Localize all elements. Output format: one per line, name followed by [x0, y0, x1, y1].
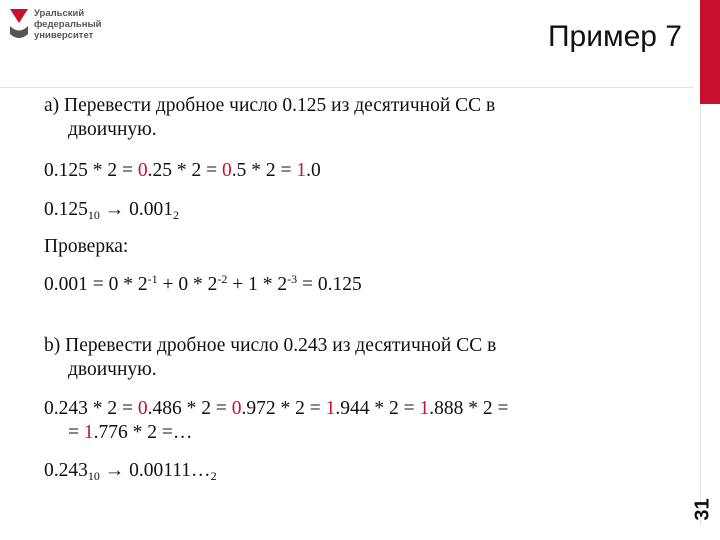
- arrow-icon: →: [104, 460, 125, 481]
- result-b: [44, 459, 217, 483]
- check-exponent: -2: [217, 272, 228, 286]
- calc-a-digit: 1: [296, 160, 307, 181]
- calc-a-text: .25 * 2 =: [147, 160, 222, 181]
- calc-b-text: .776 * 2 =…: [93, 422, 193, 443]
- calc-b-text: .972 * 2 =: [241, 398, 326, 419]
- result-a-base-to: 2: [173, 208, 179, 222]
- calc-b-digit: 0: [231, 398, 242, 419]
- calc-b-text: 0.243 * 2 =: [44, 398, 138, 419]
- result-a: [44, 198, 179, 222]
- calc-a: [44, 159, 321, 183]
- calc-a-digit: 0: [137, 160, 148, 181]
- calc-b-text: .486 * 2 =: [147, 398, 232, 419]
- logo-line-3: университет: [34, 30, 94, 41]
- calc-a-digit: 0: [222, 160, 232, 181]
- side-divider: [700, 104, 701, 526]
- check-text: + 0 * 2: [157, 274, 218, 295]
- result-a-target: 0.001: [124, 199, 173, 220]
- check-label: Проверка:: [44, 236, 129, 257]
- logo-line-2: федеральный: [34, 19, 102, 30]
- university-logo: [8, 6, 138, 50]
- calc-a-text: .5 * 2 =: [231, 160, 297, 181]
- result-b-base-from: 10: [87, 469, 100, 483]
- check-text: = 0.125: [297, 274, 362, 295]
- result-a-value: 0.125: [44, 199, 88, 220]
- slide-title: Пример 7: [547, 20, 682, 53]
- result-b-target: 0.00111…: [124, 460, 211, 481]
- calc-b-line-1: [44, 397, 509, 421]
- task-b-line-1: b) Перевести дробное число 0.243 из десятичной СС в: [44, 335, 497, 356]
- check-exponent: -3: [287, 272, 298, 286]
- task-b-line-2: двоичную.: [68, 359, 157, 380]
- ural-federal-university-logo-icon: [8, 6, 32, 42]
- result-b-base-to: 2: [210, 469, 217, 483]
- calc-a-text: .0: [306, 160, 321, 181]
- check-exponent: -1: [147, 272, 158, 286]
- check-text: 0.001 = 0 * 2: [44, 274, 148, 295]
- task-a-line-1: a) Перевести дробное число 0.125 из десятичной СС в: [44, 95, 496, 116]
- result-b-value: 0.243: [44, 460, 88, 481]
- calc-b-digit: 0: [137, 398, 148, 419]
- calc-b-text: .888 * 2 =: [429, 398, 509, 419]
- accent-side-bar: [700, 0, 720, 104]
- calc-b-digit: 1: [419, 398, 430, 419]
- title-divider: [0, 87, 694, 88]
- logo-text: [34, 8, 101, 41]
- calc-a-text: 0.125 * 2 =: [44, 160, 138, 181]
- calc-b-line-2: [68, 421, 192, 445]
- calc-b-text: =: [68, 422, 84, 443]
- task-a-line-2: двоичную.: [68, 119, 157, 140]
- arrow-icon: →: [104, 199, 125, 220]
- result-a-base-from: 10: [87, 208, 100, 222]
- check-text: + 1 * 2: [227, 274, 288, 295]
- calc-b-text: .944 * 2 =: [335, 398, 420, 419]
- calc-b-digit: 1: [83, 422, 94, 443]
- check-formula: [44, 273, 362, 297]
- logo-line-1: Уральский: [34, 8, 85, 19]
- slide-number: 31: [691, 498, 714, 521]
- calc-b-digit: 1: [325, 398, 336, 419]
